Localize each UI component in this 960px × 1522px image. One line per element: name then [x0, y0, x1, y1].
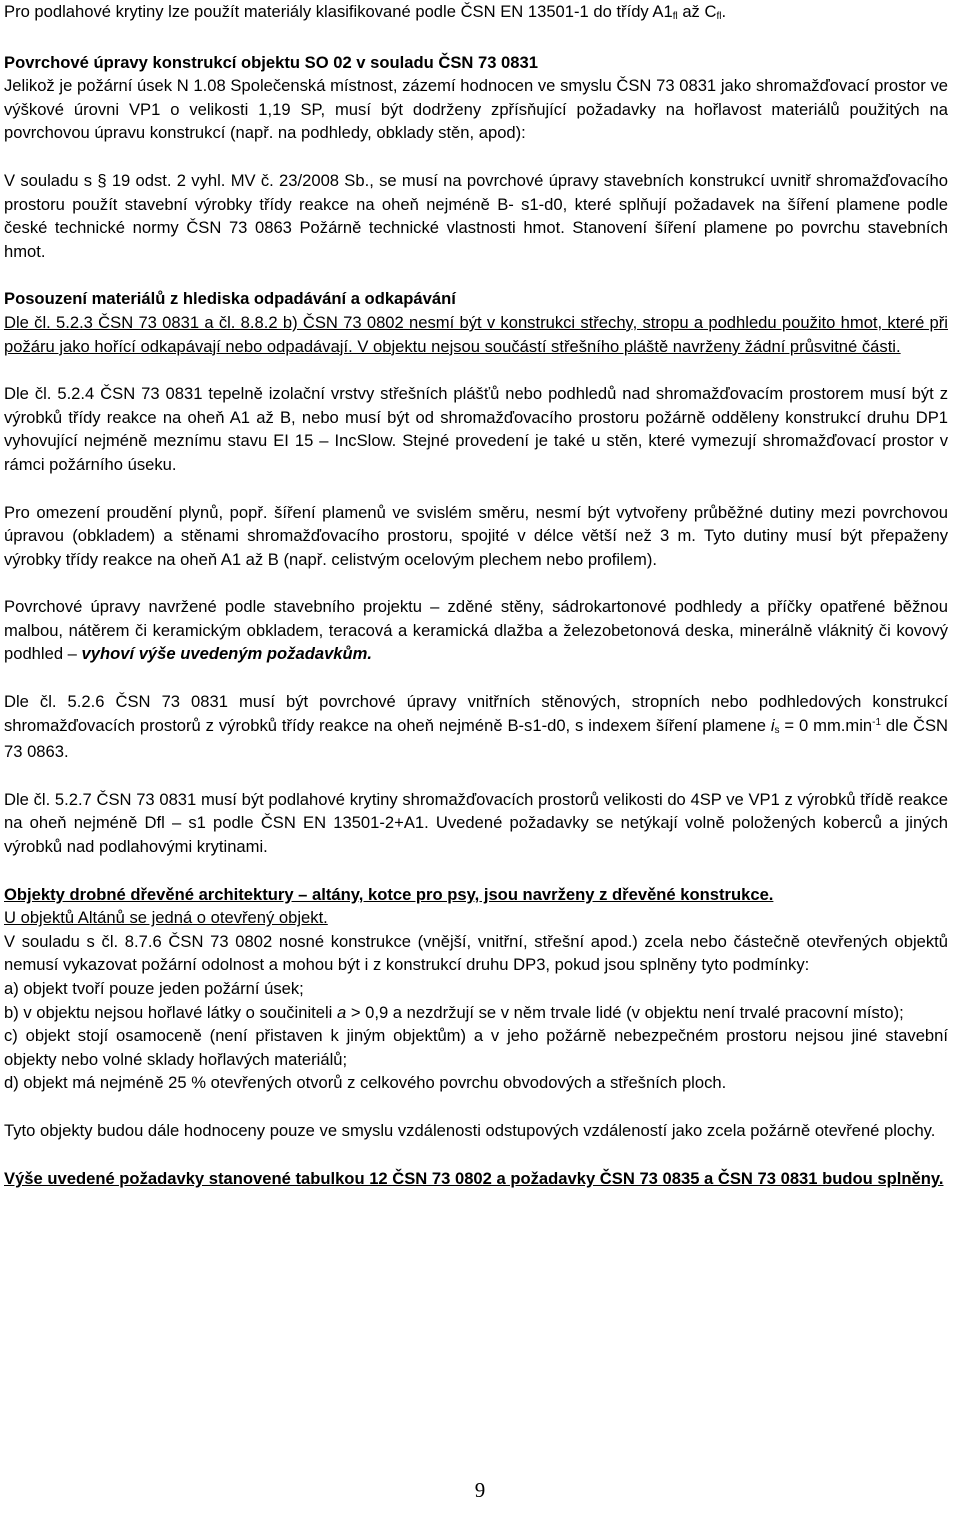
paragraph: Pro omezení proudění plynů, popř. šíření plamenů ve svislém směru, nesmí být vytvořeny průběžné dutiny mezi povrchovou úpravou (obkladem) a stěnami shromažďovacího prostoru, spojité v délce větší než 3 m. Tyto dutiny musí být přepaženy výrobky třídy reakce na oheň A1 až B (např. celistvým ocelovým plechem nebo profilem).: [4, 502, 948, 569]
paragraph: Jelikož je požární úsek N 1.08 Společenská místnost, zázemí hodnocen ve smyslu ČSN 73 0831 jako shromažďovací prostor ve výškové úrovni VP1 o velikosti 1,19 SP, musí být dodrženy zpřísňující požadavky na hořlavost materiálů použitých na povrchovou úpravu konstrukcí (např. na podhledy, obklady stěn, apod):: [4, 76, 948, 143]
spacer: [4, 263, 948, 287]
paragraph: V souladu s § 19 odst. 2 vyhl. MV č. 23/2008 Sb., se musí na povrchové úpravy stavebních konstrukcí uvnitř shromažďovacího prostoru použít stavební výrobky třídy reakce na oheň nejméně B- s1-d0, které splňují požadavek na šíření plamene podle české technické normy ČSN 73 0863 Požárně technické vlastnosti hmot. Stanovení šíření plamene po povrchu stavebních hmot.: [4, 170, 948, 261]
list-item-var: a: [336, 1002, 347, 1022]
paragraph-text: Dle čl. 5.2.6 ČSN 73 0831 musí být povrchové úpravy vnitřních stěnových, stropních nebo podhledových konstrukcí shromažďovacích prostorů z výrobků třídy reakce na oheň nejméně B-s1-d0, s indexem šíření plamene: [4, 692, 948, 735]
list-item-text: > 0,9 a nezdržují se v něm trvale lidé (v objektu není trvalé pracovní místo);: [346, 1002, 904, 1022]
document-page: [4, 0, 948, 1190]
list-item: c) objekt stojí osamoceně (není přistaven k jiným objektům) a v jeho požárně nebezpečném prostoru nejsou jiné stavební objekty nebo volné sklady hořlavých materiálů;: [4, 1026, 948, 1069]
intro-sub-fl: fl: [672, 11, 678, 22]
intro-paragraph: [4, 0, 948, 27]
spacer: [4, 358, 948, 382]
paragraph: [4, 595, 948, 666]
spacer: [4, 666, 948, 690]
paragraph: Dle čl. 5.2.4 ČSN 73 0831 tepelně izolační vrstvy střešních plášťů nebo podhledů nad shromažďovacím prostorem musí být z výrobků třídy reakce na oheň A1 až B, nebo musí být od shromažďovacího prostoru požárně odděleny konstrukcí druhu DP1 vyhovující nejméně meznímu stavu EI 15 – IncSlow. Stejné provedení je také u stěn, které vymezují shromažďovací prostor v rámci požárního úseku.: [4, 384, 948, 474]
section-heading: Povrchové úpravy konstrukcí objektu SO 02 v souladu ČSN 73 0831: [4, 52, 538, 72]
spacer: [4, 764, 948, 788]
intro-sub-fl-2: fl: [716, 11, 722, 22]
paragraph: [4, 690, 948, 764]
list-item: [4, 1001, 948, 1025]
paragraph: Dle čl. 5.2.7 ČSN 73 0831 musí být podlahové krytiny shromažďovacích prostorů velikosti do 4SP ve VP1 z výrobků třídě reakce na oheň nejméně Dfl – s1 podle ČSN EN 13501-2+A1. Uvedené požadavky se netýkají volně položených koberců a jiných výrobků nad podlahovými krytinami.: [4, 789, 948, 857]
spacer: [4, 1143, 948, 1167]
paragraph-text: Povrchové úpravy navržené podle stavebního projektu – zděné stěny, sádrokartonové podhledy a příčky opatřené běžnou malbou, nátěrem či keramickým obkladem, teracová a keramická dlažba a železobetonová deska, minerálně vláknitý či kovový podhled –: [4, 597, 948, 664]
index-sup: -1: [872, 716, 882, 728]
paragraph: Tyto objekty budou dále hodnoceny pouze ve smyslu vzdálenosti odstupových vzdáleností jako zcela požárně otevřené plochy.: [4, 1120, 936, 1140]
intro-end: .: [721, 2, 727, 21]
spacer: [4, 1095, 948, 1119]
spacer: [4, 571, 948, 595]
paragraph-text: dle ČSN 73 0863.: [4, 715, 949, 762]
index-value: = 0 mm.min: [779, 715, 873, 735]
spacer: [4, 27, 948, 51]
spacer: [4, 145, 948, 169]
spacer: [4, 477, 948, 501]
index-symbol: i: [770, 715, 775, 735]
section-subheading: U objektů Altánů se jedná o otevřený objekt.: [4, 908, 328, 928]
paragraph: V souladu s čl. 8.7.6 ČSN 73 0802 nosné konstrukce (vnější, vnitřní, střešní apod.) zcela nebo částečně otevřených objektů nemusí vykazovat požární odolnost a mohou být i z konstrukcí druhu DP3, pokud jsou splněny tyto podmínky:: [4, 931, 948, 975]
list-item: a) objekt tvoří pouze jeden požární úsek;: [4, 979, 304, 998]
list-item-text: b) v objektu nejsou hořlavé látky o součiniteli: [4, 1002, 337, 1022]
paragraph-emphasis: vyhoví výše uvedeným požadavkům.: [81, 644, 373, 664]
section-heading: Objekty drobné dřevěné architektury – altány, kotce pro psy, jsou navrženy z dřevěné konstrukce.: [4, 884, 774, 904]
section-heading: Posouzení materiálů z hlediska odpadávání a odkapávání: [4, 289, 456, 309]
intro-mid: až C: [677, 2, 717, 21]
intro-text: Pro podlahové krytiny lze použít materiály klasifikované podle ČSN EN 13501-1 do třídy A1: [4, 2, 673, 21]
paragraph-underlined: Dle čl. 5.2.3 ČSN 73 0831 a čl. 8.8.2 b) ČSN 73 0802 nesmí být v konstrukci střechy, stropu a podhledu použito hmot, které při požáru jako hořící odkapávají nebo odpadávají. V objektu nejsou součástí střešního pláště navrženy žádní průsvitné části.: [4, 312, 948, 356]
index-sub: s: [774, 724, 780, 736]
spacer: [4, 859, 948, 883]
page-number: 9: [474, 1478, 486, 1502]
conclusion: Výše uvedené požadavky stanovené tabulkou 12 ČSN 73 0802 a požadavky ČSN 73 0835 a ČSN 73 0831 budou splněny.: [4, 1168, 944, 1188]
list-item: d) objekt má nejméně 25 % otevřených otvorů z celkového povrchu obvodových a střešních ploch.: [4, 1073, 727, 1093]
